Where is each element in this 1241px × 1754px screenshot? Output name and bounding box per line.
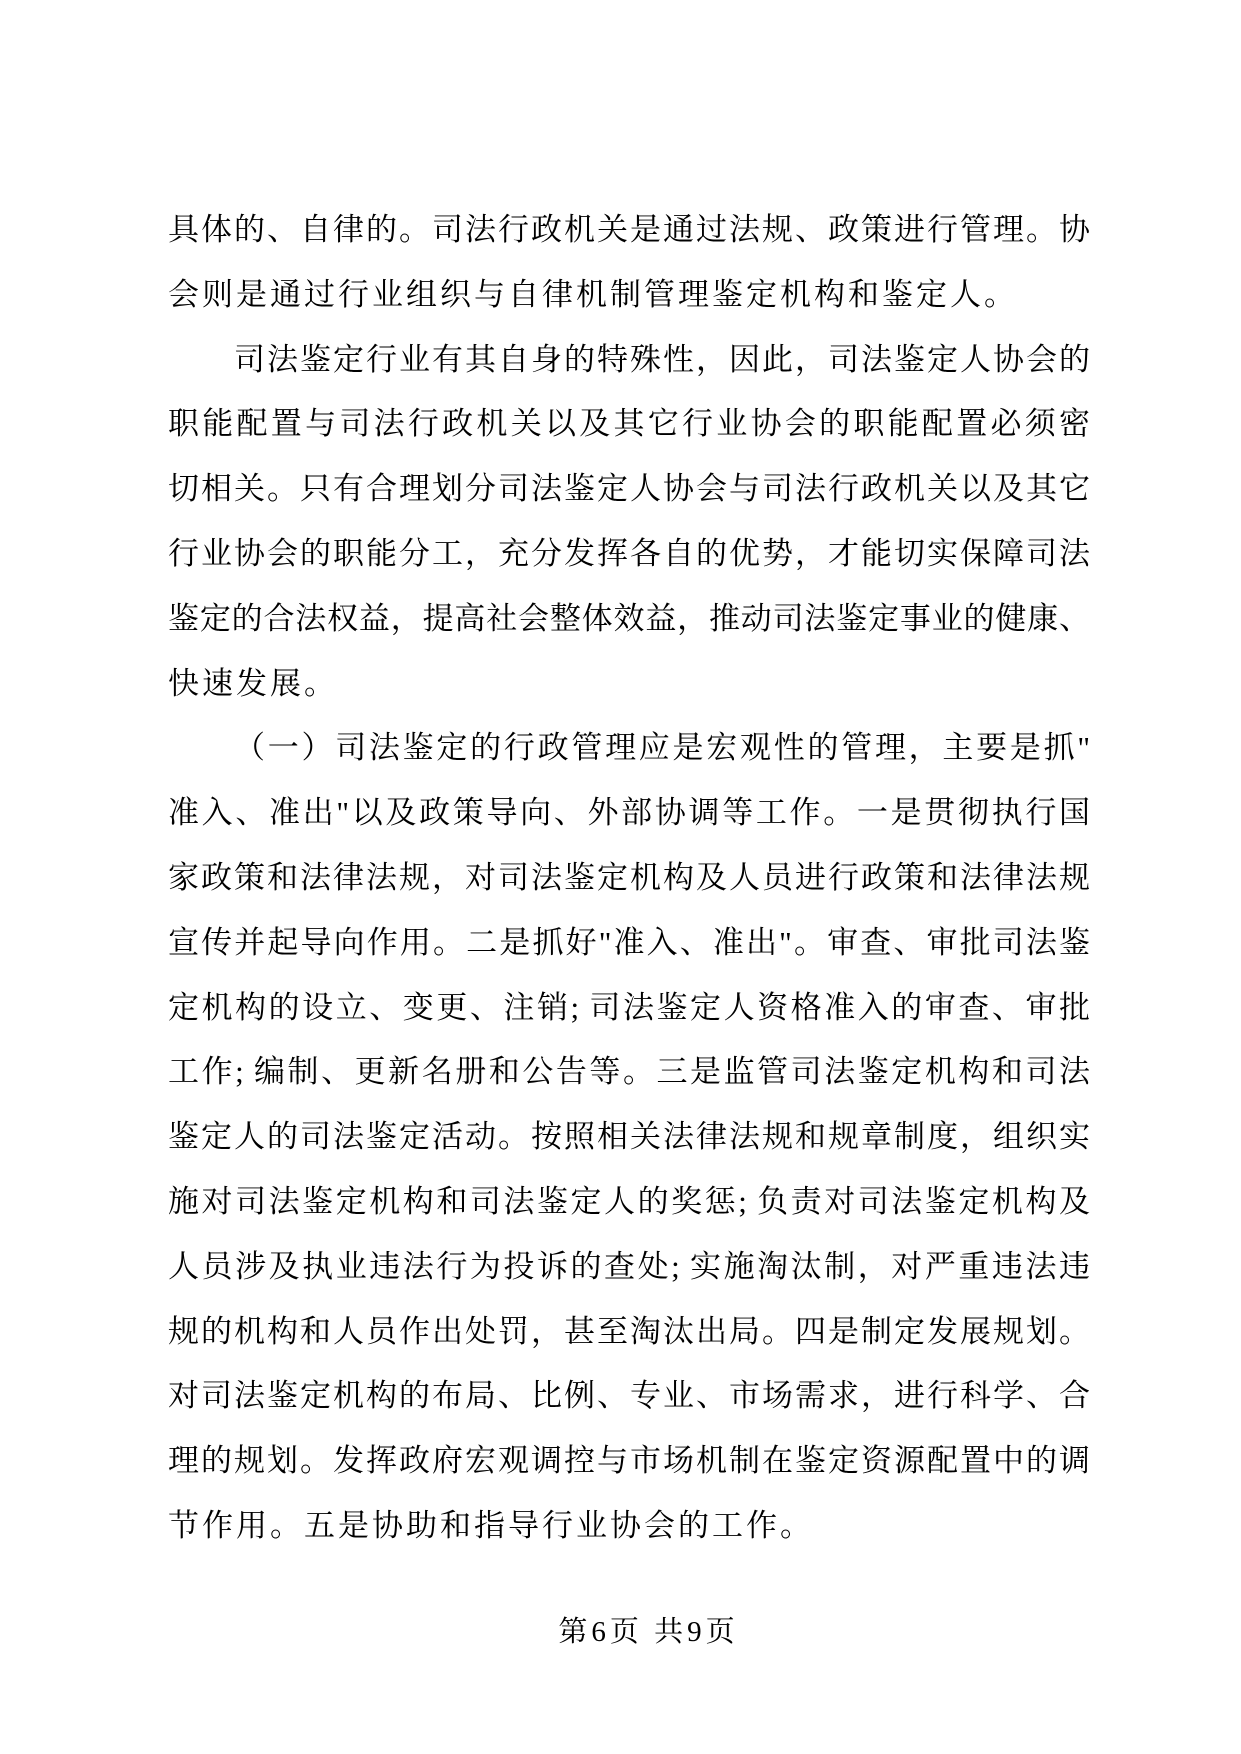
text-line: 人员涉及执业违法行为投诉的查处; 实施淘汰制，对严重违法违 — [168, 1248, 1090, 1284]
text-line: 职能配置与司法行政机关以及其它行业协会的职能配置必须密 — [168, 406, 1090, 442]
text-line: （一）司法鉴定的行政管理应是宏观性的管理，主要是抓" — [234, 730, 1090, 766]
text-line: 对司法鉴定机构的布局、比例、专业、市场需求，进行科学、合 — [168, 1378, 1090, 1414]
text-line: 会则是通过行业组织与自律机制管理鉴定机构和鉴定人。 — [168, 276, 1018, 312]
page-number: 第6页 共9页 — [558, 1616, 739, 1648]
text-line: 施对司法鉴定机构和司法鉴定人的奖惩; 负责对司法鉴定机构及 — [168, 1183, 1090, 1219]
text-line: 理的规划。发挥政府宏观调控与市场机制在鉴定资源配置中的调 — [168, 1443, 1090, 1479]
page-footer — [0, 1612, 1241, 1652]
text-line: 工作; 编制、更新名册和公告等。三是监管司法鉴定机构和司法 — [168, 1054, 1090, 1090]
text-line: 规的机构和人员作出处罚，甚至淘汰出局。四是制定发展规划。 — [168, 1313, 1090, 1349]
text-line: 家政策和法律法规，对司法鉴定机构及人员进行政策和法律法规 — [168, 859, 1090, 895]
text-line: 宣传并起导向作用。二是抓好"准入、准出"。审查、审批司法鉴 — [168, 924, 1090, 960]
text-line: 节作用。五是协助和指导行业协会的工作。 — [168, 1507, 814, 1543]
text-line: 鉴定人的司法鉴定活动。按照相关法律法规和规章制度，组织实 — [168, 1119, 1090, 1155]
text-block — [168, 198, 1090, 1559]
text-line: 切相关。只有合理划分司法鉴定人协会与司法行政机关以及其它 — [168, 471, 1090, 507]
text-line: 快速发展。 — [168, 665, 338, 701]
text-line: 准入、准出"以及政策导向、外部协调等工作。一是贯彻执行国 — [168, 795, 1090, 831]
text-line: 鉴定的合法权益，提高社会整体效益，推动司法鉴定事业的健康、 — [168, 600, 1090, 636]
text-line: 司法鉴定行业有其自身的特殊性，因此，司法鉴定人协会的 — [234, 341, 1090, 377]
text-line: 定机构的设立、变更、注销; 司法鉴定人资格准入的审查、审批 — [168, 989, 1090, 1025]
text-line: 行业协会的职能分工，充分发挥各自的优势，才能切实保障司法 — [168, 535, 1090, 571]
text-line: 具体的、自律的。司法行政机关是通过法规、政策进行管理。协 — [168, 212, 1090, 247]
